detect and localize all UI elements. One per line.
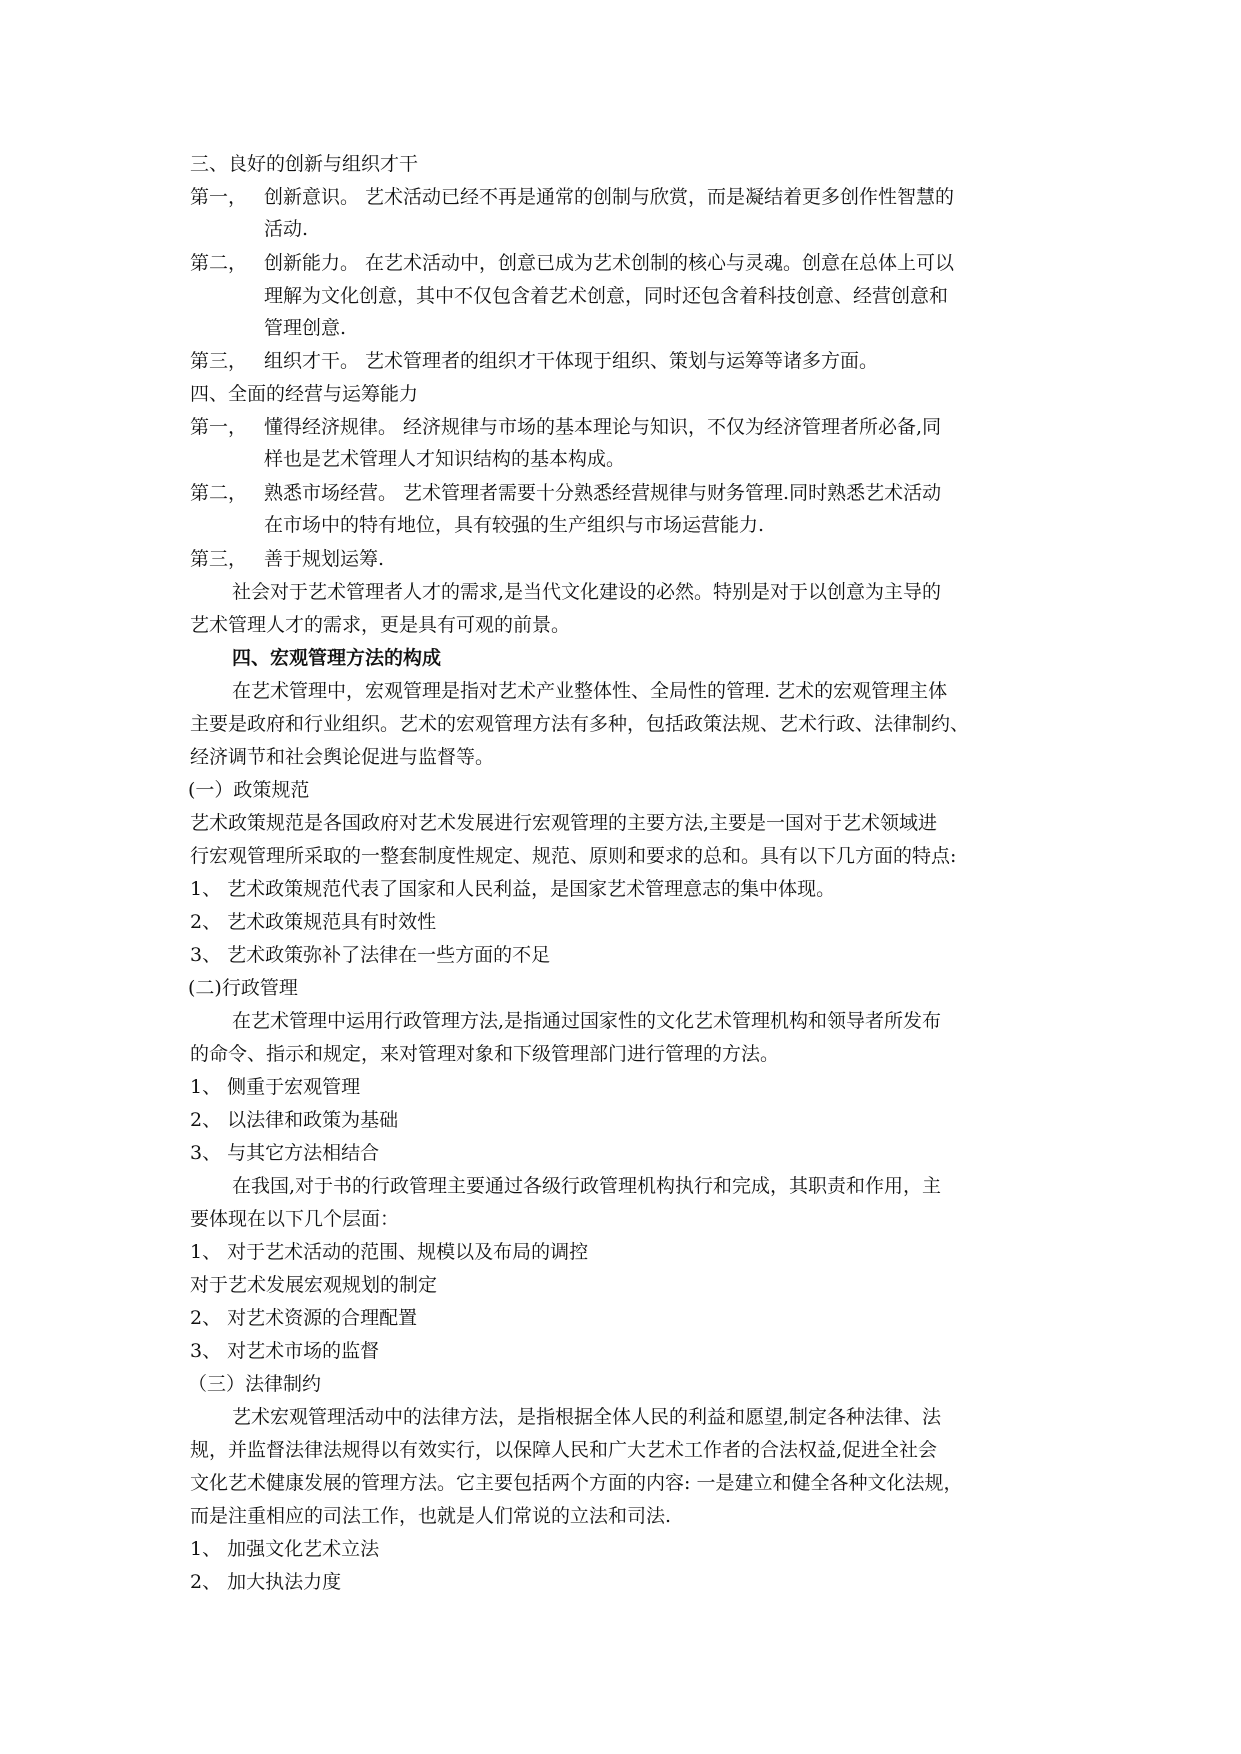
item-text: 熟悉市场经营。 艺术管理者需要十分熟悉经营规律与财务管理.同时熟悉艺术活动 xyxy=(264,482,942,504)
list-item: 3、 对艺术市场的监督 xyxy=(190,1340,380,1362)
item-tag: 第二， xyxy=(190,482,248,504)
list-item: 2、 加大执法力度 xyxy=(190,1571,342,1593)
section-heading: 四、全面的经营与运筹能力 xyxy=(190,383,419,405)
item-text: 在市场中的特有地位，具有较强的生产组织与市场运营能力. xyxy=(264,514,765,536)
paragraph-line: 经济调节和社会舆论促进与监督等。 xyxy=(190,746,495,768)
list-item: 3、 艺术政策弥补了法律在一些方面的不足 xyxy=(190,944,551,966)
item-text: 懂得经济规律。 经济规律与市场的基本理论与知识，不仅为经济管理者所必备,同 xyxy=(264,416,942,438)
paragraph-line: 在艺术管理中运用行政管理方法,是指通过国家性的文化艺术管理机构和领导者所发布 xyxy=(232,1010,942,1032)
item-text: 样也是艺术管理人才知识结构的基本构成。 xyxy=(264,448,626,470)
item-text: 创新意识。 艺术活动已经不再是通常的创制与欣赏，而是凝结着更多创作性智慧的 xyxy=(264,186,955,208)
subsection-title: (二)行政管理 xyxy=(188,977,298,999)
item-text: 创新能力。 在艺术活动中，创意已成为艺术创制的核心与灵魂。创意在总体上可以 xyxy=(264,252,955,274)
section-heading: 三、良好的创新与组织才干 xyxy=(190,153,419,175)
list-item: 1、 加强文化艺术立法 xyxy=(190,1538,380,1560)
item-text: 活动. xyxy=(264,218,309,240)
paragraph-line: 艺术宏观管理活动中的法律方法，是指根据全体人民的利益和愿望,制定各种法律、法 xyxy=(232,1406,942,1428)
paragraph-line: 主要是政府和行业组织。艺术的宏观管理方法有多种，包括政策法规、艺术行政、法律制约、 xyxy=(190,713,970,735)
paragraph-line: 而是注重相应的司法工作，也就是人们常说的立法和司法. xyxy=(190,1505,672,1527)
paragraph-line: 的命令、指示和规定，来对管理对象和下级管理部门进行管理的方法。 xyxy=(190,1043,780,1065)
paragraph-line: 在我国,对于书的行政管理主要通过各级行政管理机构执行和完成，其职责和作用，主 xyxy=(232,1175,942,1197)
paragraph-line: 艺术管理人才的需求，更是具有可观的前景。 xyxy=(190,614,571,636)
list-item: 2、 以法律和政策为基础 xyxy=(190,1109,399,1131)
macro-heading: 四、宏观管理方法的构成 xyxy=(232,647,442,669)
item-tag: 第三， xyxy=(190,350,248,372)
paragraph-line: 要体现在以下几个层面： xyxy=(190,1208,400,1230)
list-item: 对于艺术发展宏观规划的制定 xyxy=(190,1274,438,1296)
item-tag: 第二， xyxy=(190,252,248,274)
subsection-title: （三）法律制约 xyxy=(188,1373,322,1395)
paragraph-line: 在艺术管理中，宏观管理是指对艺术产业整体性、全局性的管理. 艺术的宏观管理主体 xyxy=(232,680,948,702)
item-text: 管理创意. xyxy=(264,317,347,339)
item-text: 组织才干。 艺术管理者的组织才干体现于组织、策划与运筹等诸多方面。 xyxy=(264,350,879,372)
paragraph-line: 行宏观管理所采取的一整套制度性规定、规范、原则和要求的总和。具有以下几方面的特点: xyxy=(190,845,957,867)
list-item: 2、 对艺术资源的合理配置 xyxy=(190,1307,418,1329)
item-tag: 第三， xyxy=(190,548,248,570)
subsection-title: (一）政策规范 xyxy=(188,779,310,801)
list-item: 1、 艺术政策规范代表了国家和人民利益，是国家艺术管理意志的集中体现。 xyxy=(190,878,836,900)
list-item: 2、 艺术政策规范具有时效性 xyxy=(190,911,437,933)
paragraph-line: 规，并监督法律法规得以有效实行，以保障人民和广大艺术工作者的合法权益,促进全社会 xyxy=(190,1439,938,1461)
item-text: 理解为文化创意，其中不仅包含着艺术创意，同时还包含着科技创意、经营创意和 xyxy=(264,285,949,307)
item-text: 善于规划运筹. xyxy=(264,548,385,570)
item-tag: 第一， xyxy=(190,416,248,438)
paragraph-line: 文化艺术健康发展的管理方法。它主要包括两个方面的内容: 一是建立和健全各种文化法规， xyxy=(190,1472,963,1494)
list-item: 1、 对于艺术活动的范围、规模以及布局的调控 xyxy=(190,1241,589,1263)
paragraph-line: 艺术政策规范是各国政府对艺术发展进行宏观管理的主要方法,主要是一国对于艺术领域进 xyxy=(190,812,938,834)
list-item: 3、 与其它方法相结合 xyxy=(190,1142,380,1164)
paragraph-line: 社会对于艺术管理者人才的需求,是当代文化建设的必然。特别是对于以创意为主导的 xyxy=(232,581,942,603)
list-item: 1、 侧重于宏观管理 xyxy=(190,1076,361,1098)
item-tag: 第一， xyxy=(190,186,248,208)
